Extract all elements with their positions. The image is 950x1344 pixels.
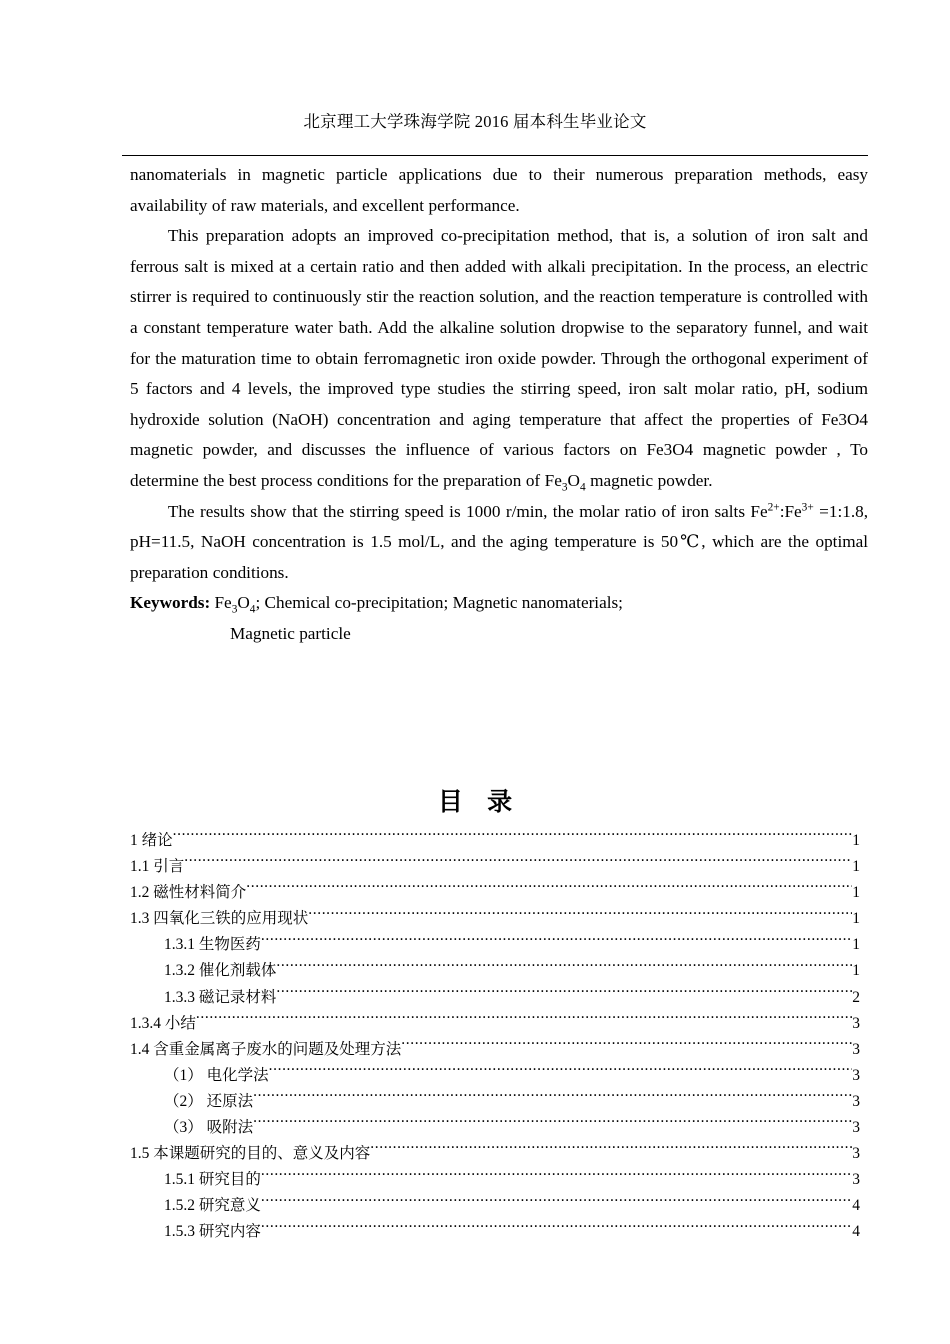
toc-entry[interactable] xyxy=(130,1167,860,1193)
toc-entry-label: 1.5 本课题研究的目的、意义及内容 xyxy=(130,1145,371,1163)
keywords-formula-subscript-3: 3 xyxy=(231,603,238,616)
toc-entry[interactable] xyxy=(130,854,860,880)
toc-entry[interactable] xyxy=(130,906,860,932)
toc-dot-leader xyxy=(261,1195,852,1211)
toc-dot-leader xyxy=(184,856,852,872)
toc-dot-leader xyxy=(253,1090,852,1106)
keywords-formula-element-fe: Fe xyxy=(214,593,232,613)
toc-entry[interactable] xyxy=(130,1037,860,1063)
toc-entry[interactable] xyxy=(130,1011,860,1037)
formula-subscript-3: 3 xyxy=(561,481,568,494)
toc-entry[interactable] xyxy=(130,1063,860,1089)
toc-entry-page: 3 xyxy=(852,1119,860,1137)
toc-dot-leader xyxy=(261,1221,852,1237)
formula-fe3o4-inline xyxy=(544,470,586,494)
toc-dot-leader xyxy=(261,934,852,950)
toc-dot-leader xyxy=(401,1038,852,1054)
toc-entry-label: 1.5.2 研究意义 xyxy=(164,1197,261,1215)
paragraph-preparation-method xyxy=(130,221,868,496)
body-text-block xyxy=(130,160,868,650)
toc-entry-page: 3 xyxy=(852,1092,860,1110)
toc-entry-page: 1 xyxy=(852,910,860,928)
header-divider-rule xyxy=(122,155,868,156)
toc-entry-label: 1.3.1 生物医药 xyxy=(164,936,261,954)
toc-entry-page: 3 xyxy=(852,1040,860,1058)
toc-entry-page: 2 xyxy=(852,988,860,1006)
results-part1: The results show that the stirring speed is 1000 r/min, the molar ratio of iron salts Fe xyxy=(167,501,768,521)
toc-entry-label: 1 绪论 xyxy=(130,832,173,849)
toc-entry[interactable] xyxy=(130,958,860,984)
results-superscript-fe2plus: 2+ xyxy=(767,500,780,513)
toc-dot-leader xyxy=(276,960,852,976)
toc-entry-label: 1.1 引言 xyxy=(130,858,185,876)
keywords-formula-subscript-4: 4 xyxy=(249,603,256,616)
toc-entry[interactable] xyxy=(130,1219,860,1245)
toc-entry[interactable] xyxy=(130,985,860,1011)
formula-element-fe: Fe xyxy=(544,470,562,490)
toc-dot-leader xyxy=(308,908,852,924)
toc-entry-label: 1.4 含重金属离子废水的问题及处理方法 xyxy=(130,1040,402,1058)
toc-entry-page: 1 xyxy=(852,832,860,849)
toc-entry-label: （2） 还原法 xyxy=(164,1092,254,1110)
toc-entry-label: 1.5.3 研究内容 xyxy=(164,1223,261,1241)
toc-entry-page: 4 xyxy=(852,1223,860,1241)
toc-entry-page: 3 xyxy=(852,1145,860,1163)
toc-entry[interactable] xyxy=(130,1141,860,1167)
paragraph-preparation-method-part2: magnetic powder. xyxy=(585,470,713,490)
toc-dot-leader xyxy=(261,1169,852,1185)
results-part2: :Fe xyxy=(779,501,802,521)
toc-entry-page: 3 xyxy=(852,1171,860,1189)
toc-entry-page: 3 xyxy=(852,1066,860,1084)
toc-entry-page: 3 xyxy=(852,1014,860,1032)
keywords-formula-element-o: O xyxy=(237,593,250,613)
toc-entry-label: 1.3.4 小结 xyxy=(130,1014,196,1032)
toc-entry-page: 1 xyxy=(852,936,860,954)
toc-entry-label: 1.3.2 催化剂载体 xyxy=(164,962,277,980)
toc-entry-page: 1 xyxy=(852,962,860,980)
formula-element-o: O xyxy=(567,470,580,490)
toc-entry[interactable] xyxy=(130,1089,860,1115)
toc-entry-page: 4 xyxy=(852,1197,860,1215)
toc-heading: 目 录 xyxy=(437,789,522,816)
keywords-formula-fe3o4 xyxy=(214,593,256,616)
toc-entry-label: 1.3.3 磁记录材料 xyxy=(164,988,277,1006)
toc-entry[interactable] xyxy=(130,880,860,906)
table-of-contents xyxy=(130,828,860,1246)
keywords-continuation: Magnetic particle xyxy=(230,623,351,643)
toc-dot-leader xyxy=(173,830,853,846)
toc-dot-leader xyxy=(253,1117,852,1133)
toc-dot-leader xyxy=(246,882,852,898)
toc-entry[interactable] xyxy=(130,1193,860,1219)
toc-dot-leader xyxy=(269,1064,853,1080)
keywords-line xyxy=(130,588,868,619)
paragraph-preparation-method-part1: This preparation adopts an improved co-precipitation method, that is, a solution of iron salt and ferrous salt is mixed at a certain ratio and then added with alkali precipitation. In the process, an electric stirrer is required to continuously stir the reaction solution, and the reaction temperature is controlled with a constant temperature water bath. Add the alkaline solution dropwise to the separatory funnel, and wait for the maturation time to obtain ferromagnetic iron oxide powder. Through the orthogonal experiment of 5 factors and 4 levels, the improved type studies the stirring speed, iron salt molar ratio, pH, sodium hydroxide solution (NaOH) concentration and aging temperature that affect the properties of Fe3O4 magnetic powder, and discusses the influence of various factors on Fe3O4 magnetic powder , To determine the best process conditions for the preparation of xyxy=(130,226,868,490)
toc-entry-label: （3） 吸附法 xyxy=(164,1119,254,1137)
toc-entry-label: 1.3 四氧化三铁的应用现状 xyxy=(130,910,309,928)
keywords-rest: ; Chemical co-precipitation; Magnetic nanomaterials; xyxy=(255,593,623,613)
toc-entry-label: 1.2 磁性材料简介 xyxy=(130,884,247,902)
toc-entry-page: 1 xyxy=(852,884,860,902)
toc-dot-leader xyxy=(276,986,852,1002)
paragraph-results xyxy=(130,497,868,589)
toc-entry-page: 1 xyxy=(852,858,860,876)
paragraph-continued: nanomaterials in magnetic particle applications due to their numerous preparation methods, easy availability of raw materials, and excellent performance. xyxy=(130,165,868,215)
running-header: 北京理工大学珠海学院 2016 届本科生毕业论文 xyxy=(303,112,647,131)
toc-entry-label: （1） 电化学法 xyxy=(164,1066,269,1084)
toc-dot-leader xyxy=(370,1143,852,1159)
toc-entry-label: 1.5.1 研究目的 xyxy=(164,1171,261,1189)
toc-entry[interactable] xyxy=(130,932,860,958)
keywords-label: Keywords: xyxy=(130,593,211,613)
toc-dot-leader xyxy=(196,1012,852,1028)
results-superscript-fe3plus: 3+ xyxy=(801,500,814,513)
formula-subscript-4: 4 xyxy=(579,481,586,494)
toc-entry[interactable] xyxy=(130,1115,860,1141)
results-part3: =1:1.8, pH=11.5, NaOH concentration is 1.5 mol/L, and the aging temperature is 50℃, which are the optimal preparation conditions. xyxy=(130,501,869,582)
toc-entry[interactable] xyxy=(130,828,860,854)
